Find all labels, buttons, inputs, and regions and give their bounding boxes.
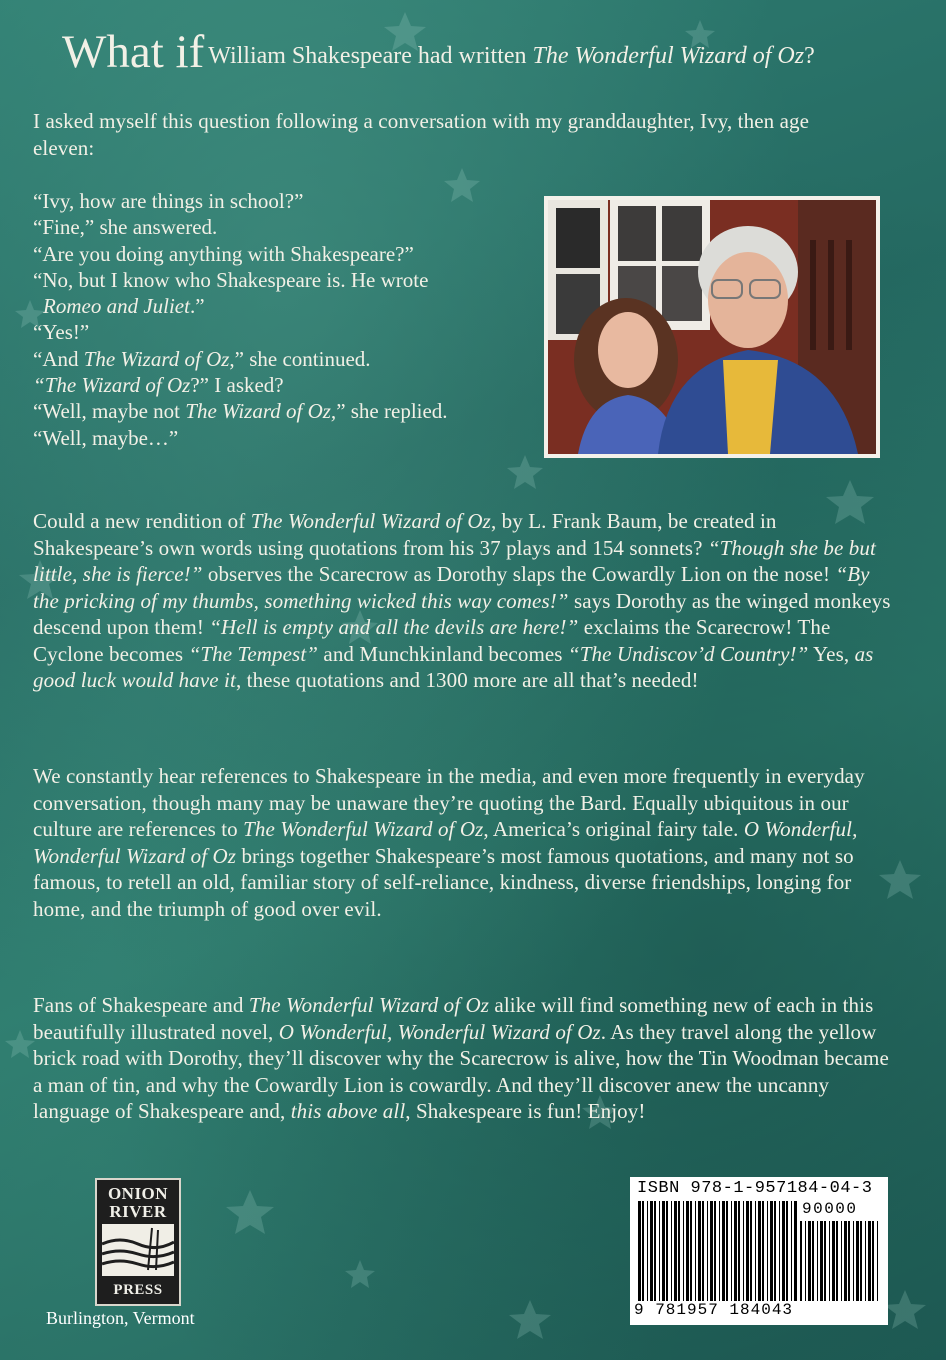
dialog-text: “ — [33, 373, 45, 398]
dialog-line: “Are you doing anything with Shakespeare?” — [33, 241, 414, 266]
barcode-bar — [774, 1201, 776, 1301]
publisher-logo — [95, 1178, 181, 1306]
dialog-text: “Well, maybe not — [33, 399, 186, 424]
barcode-bar — [841, 1221, 842, 1301]
barcode-bar — [647, 1201, 648, 1301]
quotation: “Though she be but little, she is fierce!” — [33, 535, 876, 586]
barcode-bar — [695, 1201, 696, 1301]
author-photo-image — [548, 200, 876, 454]
barcode-bar — [731, 1201, 732, 1301]
barcode-bar — [872, 1221, 874, 1301]
star-icon — [509, 1300, 551, 1339]
barcode-bar — [786, 1201, 788, 1301]
barcode-bar — [758, 1201, 761, 1301]
paragraph-text: . As they travel along the yellow brick road with Dorothy, they’ll discover why the Scarecrow is alive, how the Tin Woodman became a man of tin, and why the Cowardly Lion is cowardly. And they’ll discover anew the uncanny language of Shakespeare and, — [33, 1019, 889, 1123]
barcode-bar — [690, 1201, 692, 1301]
paragraph-text: , Shakespeare is fun! Enjoy! — [405, 1099, 646, 1123]
paragraph-text: , these quotations and 1300 more are all that’s needed! — [235, 668, 699, 692]
barcode-bar — [722, 1201, 725, 1301]
barcode-bar — [698, 1201, 701, 1301]
barcode-bar — [817, 1221, 818, 1301]
paragraph-text: alike will find something new of each in this beautifully illustrated novel, — [33, 993, 874, 1044]
dialog-block — [33, 188, 533, 451]
barcode-bar — [779, 1201, 780, 1301]
logo-line-river: RIVER — [109, 1202, 167, 1221]
barcode-bar — [844, 1221, 847, 1301]
dialog-line — [33, 372, 533, 398]
paragraph-text: brings together Shakespeare’s most famous quotations, and many not so famous, to retell an old, familiar story of self-reliance, kindness, diverse friendships, longing for home, and the triumph of good over evil. — [33, 843, 854, 921]
barcode-bar — [791, 1201, 792, 1301]
paragraph-text: , by L. Frank Baum, be created in Shakespeare’s own words using quotations from his 37 plays and 154 sonnets? — [33, 509, 777, 560]
paragraph-text: Fans of Shakespeare and — [33, 993, 249, 1017]
paragraph-text: says Dorothy as the winged monkeys descend upon them! — [33, 588, 891, 639]
headline-what-if: What if — [62, 26, 205, 78]
description-paragraph-1 — [33, 508, 893, 694]
barcode-bar — [755, 1201, 756, 1301]
barcode-bar — [654, 1201, 656, 1301]
dialog-line — [33, 293, 533, 319]
book-title: The Wonderful Wizard of Oz — [248, 993, 490, 1017]
star-icon — [884, 1290, 926, 1329]
barcode-bar — [824, 1221, 826, 1301]
emphasis: this above all — [290, 1099, 406, 1123]
barcode-bar — [650, 1201, 653, 1301]
description-paragraph-2 — [33, 763, 893, 922]
dialog-line: “Yes!” — [33, 320, 90, 345]
book-title: O Wonderful, Wonderful Wizard of Oz — [278, 1019, 601, 1044]
book-title: O Wonderful, Wonderful Wizard of Oz — [33, 817, 858, 868]
dialog-text: ” she replied. — [336, 399, 448, 424]
barcode-bar — [808, 1221, 811, 1301]
isbn-number: ISBN 978-1-957184-04-3 — [637, 1179, 873, 1198]
paragraph-text: , America’s original fairy tale. — [483, 817, 744, 841]
dialog-title: The Wizard of Oz, — [185, 399, 337, 424]
barcode-bar — [686, 1201, 689, 1301]
barcode-bar — [638, 1201, 641, 1301]
dialog-line: “No, but I know who Shakespeare is. He wrote — [33, 267, 429, 292]
dialog-text: .” — [189, 294, 205, 319]
headline-question-mark: ? — [804, 43, 815, 69]
barcode-bar — [642, 1201, 644, 1301]
quotation: “By the pricking of my thumbs, something wicked this way comes!” — [33, 562, 870, 613]
barcode-bar — [767, 1201, 768, 1301]
barcode-bar — [714, 1201, 716, 1301]
dialog-line — [33, 346, 533, 372]
book-title: The Wonderful Wizard of Oz — [250, 509, 491, 533]
barcode-bar — [726, 1201, 728, 1301]
barcode-bar — [666, 1201, 668, 1301]
barcode-bar — [805, 1221, 806, 1301]
dialog-text: ,” she continued. — [229, 346, 371, 371]
paragraph-text: exclaims the Scarecrow! The Cyclone becomes — [33, 615, 831, 666]
barcode-bar — [877, 1221, 878, 1301]
quotation: “Hell is empty and all the devils are here!” — [209, 615, 579, 639]
barcode-bar — [856, 1221, 859, 1301]
paragraph-text: and Munchkinland becomes — [318, 641, 568, 666]
barcode-bar — [743, 1201, 744, 1301]
barcode-bar — [812, 1221, 814, 1301]
barcode-bar — [800, 1221, 802, 1301]
barcode-bar — [750, 1201, 752, 1301]
barcode-bar — [848, 1221, 850, 1301]
barcode-bar — [662, 1201, 665, 1301]
description-paragraph-3 — [33, 992, 893, 1125]
star-icon — [345, 1260, 375, 1288]
barcode-bar — [683, 1201, 684, 1301]
barcode-bar — [674, 1201, 677, 1301]
river-illustration-icon — [102, 1224, 174, 1276]
headline-rest-text: William Shakespeare had written — [208, 43, 533, 69]
publisher-location: Burlington, Vermont — [46, 1308, 195, 1328]
barcode-bars — [638, 1201, 798, 1301]
headline-rest — [208, 43, 815, 69]
barcode-bar — [671, 1201, 672, 1301]
barcode-bar — [832, 1221, 835, 1301]
barcode-addon-bars — [800, 1221, 882, 1301]
barcode-bar — [794, 1201, 797, 1301]
quotation: “The Undiscov’d Country!” — [567, 641, 809, 666]
quotation: “The Tempest” — [188, 641, 319, 666]
barcode-bar — [659, 1201, 660, 1301]
barcode-bar — [865, 1221, 866, 1301]
paragraph-text: We constantly hear references to Shakespeare in the media, and even more frequently in everyday conversation, though many may be unaware they’re quoting the Bard. Equally ubiquitous in our culture are references to — [33, 764, 865, 841]
dialog-title: Romeo and Juliet — [43, 294, 190, 319]
barcode-bar — [868, 1221, 871, 1301]
paragraph-text: Yes, — [808, 641, 855, 666]
logo-line-onion: ONION — [107, 1184, 169, 1203]
paragraph-text: observes the Scarecrow as Dorothy slaps the Cowardly Lion on the nose! — [202, 562, 836, 586]
barcode-bar — [734, 1201, 737, 1301]
barcode-bar — [738, 1201, 740, 1301]
dialog-line — [33, 398, 533, 424]
quotation: as good luck would have it — [33, 641, 874, 692]
headline-book-title: The Wonderful Wizard of Oz — [532, 43, 805, 69]
paragraph-text: Could a new rendition of — [33, 509, 251, 533]
star-icon — [507, 455, 543, 489]
barcode-bar — [829, 1221, 830, 1301]
dialog-text: ?” I asked? — [190, 373, 284, 398]
barcode-digits: 9 781957 184043 — [634, 1301, 794, 1319]
barcode-bar — [853, 1221, 854, 1301]
intro-paragraph: I asked myself this question following a conversation with my granddaughter, Ivy, then age eleven: — [33, 109, 810, 160]
barcode-bar — [707, 1201, 708, 1301]
dialog-title: The Wizard of Oz — [44, 373, 191, 398]
headline — [62, 22, 815, 86]
logo-line-press: PRESS — [113, 1282, 163, 1298]
barcode-bar — [746, 1201, 749, 1301]
dialog-line: “Ivy, how are things in school?” — [33, 189, 304, 213]
dialog-text: “And — [33, 346, 84, 371]
star-icon — [5, 1030, 35, 1058]
barcode-bar — [710, 1201, 713, 1301]
barcode-bar — [702, 1201, 704, 1301]
isbn-barcode — [630, 1177, 888, 1325]
price-code: 90000 — [802, 1200, 858, 1218]
barcode-bar — [836, 1221, 838, 1301]
dialog-title: The Wizard of Oz — [83, 346, 230, 371]
dialog-line: “Fine,” she answered. — [33, 215, 218, 240]
author-photo — [544, 196, 880, 458]
barcode-bar — [770, 1201, 773, 1301]
barcode-bar — [719, 1201, 720, 1301]
barcode-bar — [762, 1201, 764, 1301]
barcode-bar — [820, 1221, 823, 1301]
barcode-bar — [782, 1201, 785, 1301]
star-icon — [226, 1190, 274, 1234]
barcode-bar — [678, 1201, 680, 1301]
book-title: The Wonderful Wizard of Oz — [243, 817, 484, 841]
dialog-line: “Well, maybe…” — [33, 425, 179, 450]
barcode-bar — [860, 1221, 862, 1301]
